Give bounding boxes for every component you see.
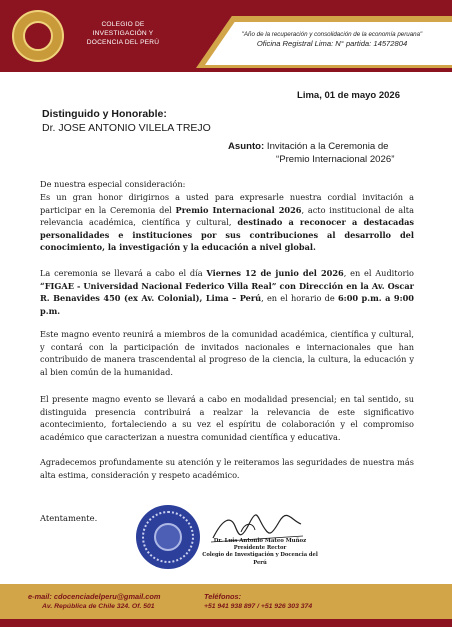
- p2-text: La ceremonia se llevará a cabo el día: [40, 268, 207, 278]
- subject-label: Asunto:: [228, 141, 265, 152]
- footer-phones: [204, 592, 312, 612]
- paragraph-thanks: Agradecemos profundamente su atención y le reiteramos las seguridades de nuestra más alta estima, consideración y respeto académico.: [40, 457, 414, 480]
- p2-date: Viernes 12 de junio del 2026: [206, 268, 344, 278]
- institution-name-line1: COLEGIO DE: [101, 21, 145, 28]
- institution-logo-icon: [12, 10, 64, 62]
- p1-text2: , acto institucional de alta relevancia académica, científica y cultural,: [40, 204, 414, 228]
- year-motto: "Año de la recuperación y consolidación de la economía peruana": [241, 31, 423, 38]
- paragraph-modality: El presente magno evento se llevará a cabo en modalidad presencial; en tal sentido, su distinguida presencia contribuirá a realzar la relevancia de este significativo acontecimiento, fortaleciendo a su vez el espíritu de colaboración y el compromiso académico que caracterizan a nuestra comunidad científica y educativa.: [40, 394, 414, 442]
- p2-venue: “FIGAE - Universidad Nacional Federico Villa Real” con Dirección en la Av. Oscar R. Benavides 450 (ex Av. Colonial), Lima – Perú: [40, 280, 414, 304]
- registry-number: Oficina Registral Lima: N° partida: 14572804: [256, 39, 408, 48]
- institution-name-line3: DOCENCIA DEL PERÚ: [86, 39, 160, 46]
- footer-phones-label: Teléfonos:: [204, 592, 242, 601]
- p1-text: Es un gran honor dirigirnos a usted para expresarle nuestra cordial invitación a participar en la Ceremonia del: [40, 192, 414, 215]
- greeting: Distinguido y Honorable:: [42, 108, 167, 120]
- footer-address: Av. República de Chile 324. Of. 501: [42, 603, 155, 610]
- footer-contact: [28, 592, 160, 612]
- closing: Atentamente.: [40, 513, 98, 523]
- footer-phone-numbers: +51 941 938 897 / +51 926 303 374: [204, 603, 313, 610]
- p1-purpose: destinado a reconocer a destacadas personalidades e instituciones por sus contribuciones al desarrollo del conocimiento, la investigación y la educación a nivel global.: [40, 217, 414, 253]
- subject: [228, 141, 418, 166]
- p2-text3: , en el horario de: [261, 293, 338, 304]
- letterhead-header: [0, 0, 452, 72]
- institution-name: [78, 20, 168, 47]
- signer-block: [200, 538, 320, 567]
- p2-time: 6:00 p.m. a 9:00 p.m.: [40, 293, 414, 316]
- paragraph-event-details: [40, 267, 414, 317]
- institution-name-line2: INVESTIGACIÓN Y: [92, 30, 154, 37]
- subject-line1: Invitación a la Ceremonia de: [266, 141, 389, 152]
- addressee: Dr. JOSE ANTONIO VILELA TREJO: [42, 122, 211, 134]
- institution-seal-icon: [136, 505, 200, 569]
- letter-date: Lima, 01 de mayo 2026: [297, 90, 400, 101]
- footer-red-band: [0, 619, 452, 627]
- footer-email: e-mail: cdocenciadelperu@gmail.com: [28, 592, 161, 601]
- p1-award: Premio Internacional 2026: [175, 204, 302, 215]
- signer-role: Presidente Rector: [233, 545, 287, 552]
- p2-text2: , en el Auditorio: [343, 268, 414, 278]
- signer-name: Dr. Luis Antonio Mateo Muñoz: [213, 538, 307, 544]
- subject-line2: “Premio Internacional 2026”: [276, 153, 395, 165]
- header-note: [218, 30, 446, 48]
- paragraph-attendees: Este magno evento reunirá a miembros de la comunidad académica, científica y cultural, y contará con la participación de invitados nacionales e internacionales que han contribuido de manera trascendental al progreso de la ciencia, la cultura, la educación y al bien común de la humanidad.: [40, 329, 414, 377]
- signer-org: Colegio de Investigación y Docencia del Perú: [202, 552, 318, 566]
- opening-line: De nuestra especial consideración:: [40, 179, 186, 189]
- paragraph-invitation: [40, 191, 414, 254]
